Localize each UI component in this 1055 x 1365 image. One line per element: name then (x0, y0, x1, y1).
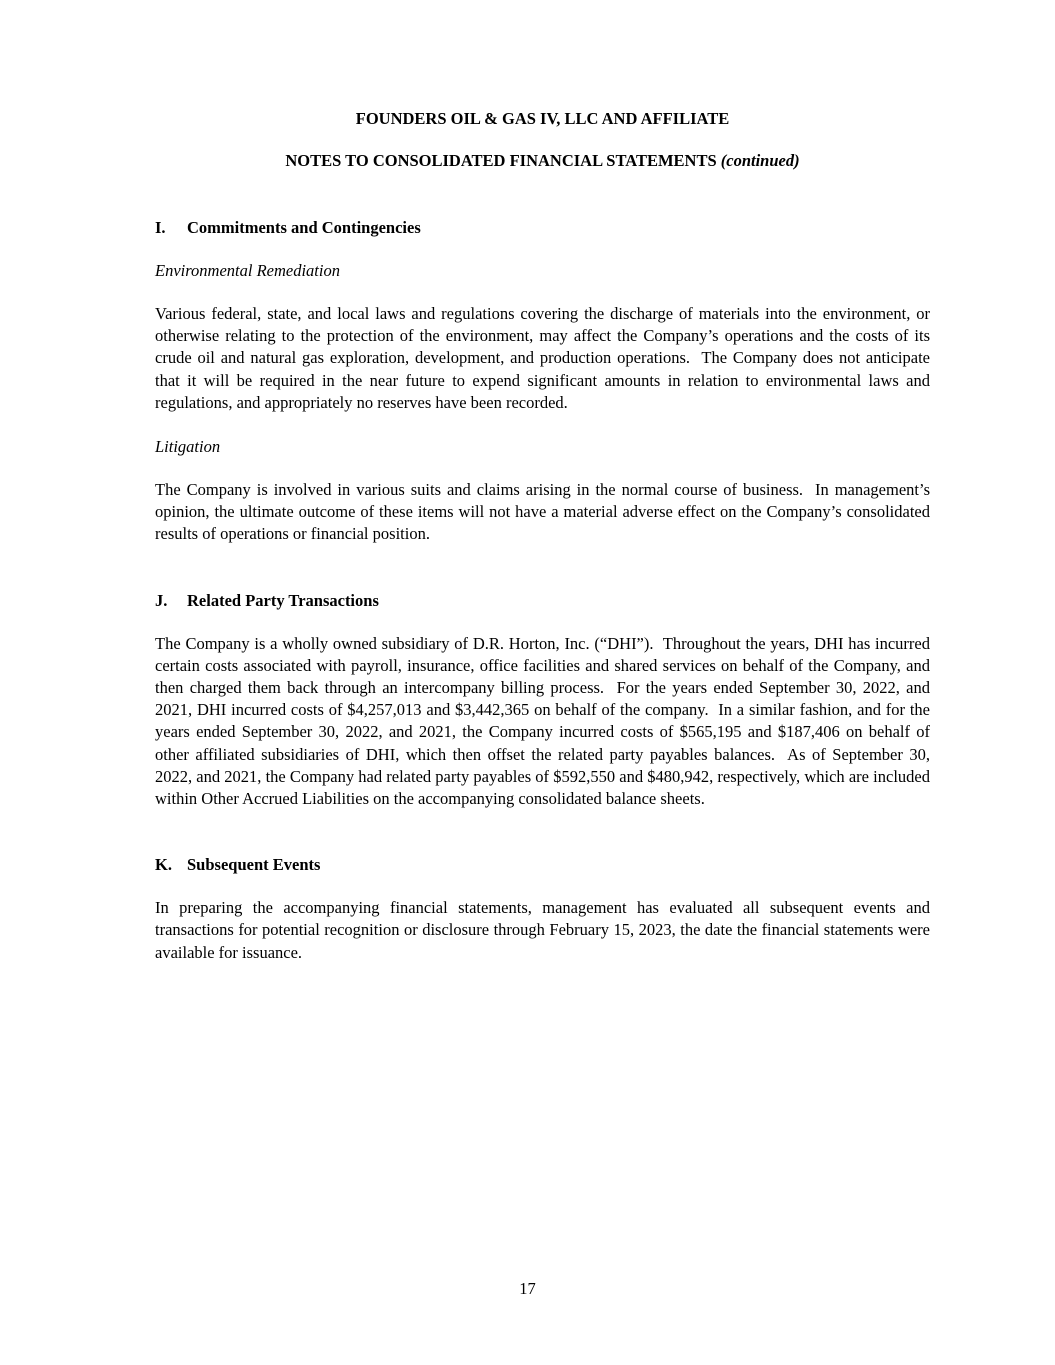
section-heading-commitments (155, 217, 930, 239)
page-number: 17 (519, 1279, 536, 1298)
section-label: I. (155, 218, 166, 237)
paragraph-subsequent-events: In preparing the accompanying financial statements, management has evaluated all subsequent events and transactions for potential recognition or disclosure through February 15, 2023, the date the financial statements were available for issuance. (155, 898, 930, 962)
section-heading-related-party (155, 590, 930, 612)
subsection-heading-environmental-remediation: Environmental Remediation (155, 261, 340, 280)
section-title: Related Party Transactions (187, 590, 379, 610)
document-subtitle (155, 150, 930, 172)
document-subtitle-text: NOTES TO CONSOLIDATED FINANCIAL STATEMENTS (285, 151, 721, 170)
section-title: Subsequent Events (187, 855, 321, 875)
paragraph-environmental-remediation: Various federal, state, and local laws and regulations covering the discharge of materials into the environment, or otherwise relating to the protection of the environment, may affect the Company’s operations and the costs of its crude oil and natural gas exploration, development, and production operations. The Company does not anticipate that it will be required in the near future to expend significant amounts in relation to environmental laws and regulations, and appropriately no reserves have been recorded. (155, 304, 930, 412)
paragraph-related-party: The Company is a wholly owned subsidiary of D.R. Horton, Inc. (“DHI”). Throughout the years, DHI has incurred certain costs associated with payroll, insurance, office facilities and shared services on behalf of the Company, and then charged them back through an intercompany billing process. For the years ended September 30, 2022, and 2021, DHI incurred costs of $4,257,013 and $3,442,365 on behalf of the company. In a similar fashion, and for the years ended September 30, 2022, and 2021, the Company incurred costs of $565,195 and $187,406 on behalf of other affiliated subsidiaries of DHI, which then offset the related party payables balances. As of September 30, 2022, and 2021, the Company had related party payables of $592,550 and $480,942, respectively, which are included within Other Accrued Liabilities on the accompanying consolidated balance sheets. (155, 633, 930, 809)
document-title: FOUNDERS OIL & GAS IV, LLC AND AFFILIATE (355, 109, 730, 128)
section-label: K. (155, 855, 172, 875)
document-body (155, 108, 930, 964)
section-label: J. (155, 590, 168, 610)
document-subtitle-continued: (continued) (720, 151, 800, 170)
subsection-heading-litigation: Litigation (155, 437, 221, 457)
section-heading-subsequent-events (155, 854, 930, 876)
paragraph-litigation: The Company is involved in various suits and claims arising in the normal course of business. In management’s opinion, the ultimate outcome of these items will not have a material adverse effect on the Company’s consolidated results of operations or financial position. (155, 480, 930, 544)
section-title: Commitments and Contingencies (187, 218, 421, 237)
